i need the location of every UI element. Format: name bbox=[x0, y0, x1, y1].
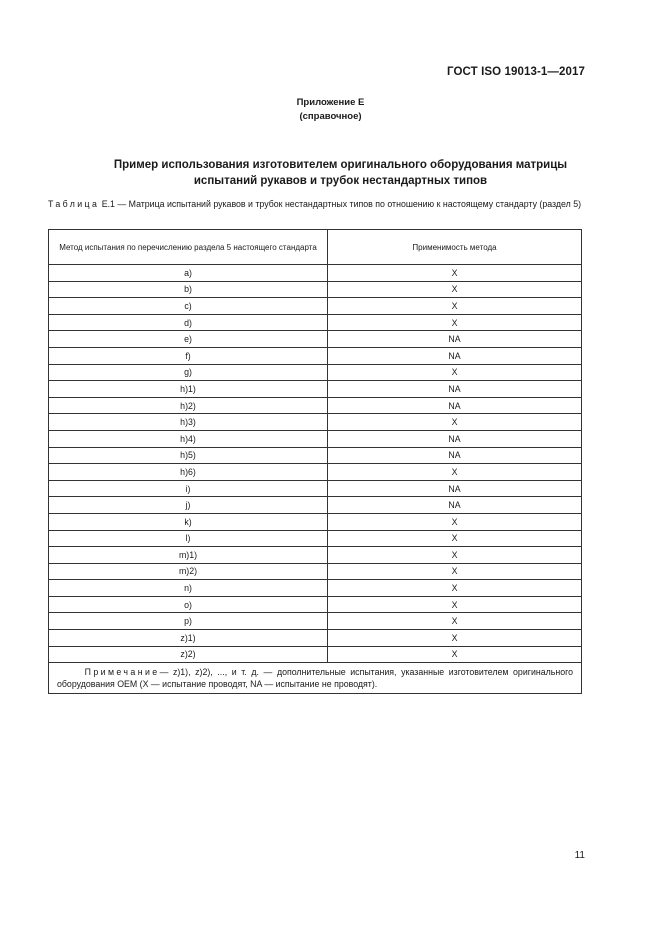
table-note-row bbox=[49, 663, 582, 694]
method-cell: p) bbox=[49, 613, 328, 630]
table-caption-text: Е.1 — Матрица испытаний рукавов и трубок нестандартных типов по отношению к настоящему стандарту (раздел 5) bbox=[101, 199, 582, 209]
table-body bbox=[49, 265, 582, 663]
method-cell: b) bbox=[49, 281, 328, 298]
table-row bbox=[49, 430, 582, 447]
table-row bbox=[49, 580, 582, 597]
table-row bbox=[49, 397, 582, 414]
applicability-cell: X bbox=[328, 281, 582, 298]
table-row bbox=[49, 464, 582, 481]
applicability-cell: X bbox=[328, 547, 582, 564]
table-row bbox=[49, 414, 582, 431]
table-row bbox=[49, 281, 582, 298]
table-row bbox=[49, 513, 582, 530]
title-line-1: Пример использования изготовителем оригинального оборудования матрицы bbox=[113, 159, 568, 171]
applicability-cell: X bbox=[328, 580, 582, 597]
applicability-cell: NA bbox=[328, 497, 582, 514]
table-row bbox=[49, 630, 582, 647]
table-row bbox=[49, 381, 582, 398]
table-header-row bbox=[49, 230, 582, 265]
method-cell: i) bbox=[49, 480, 328, 497]
applicability-cell: X bbox=[328, 513, 582, 530]
annex-type: (справочное) bbox=[299, 111, 362, 122]
annex-heading bbox=[0, 96, 661, 124]
applicability-cell: X bbox=[328, 298, 582, 315]
method-cell: n) bbox=[49, 580, 328, 597]
method-cell: j) bbox=[49, 497, 328, 514]
page-number: 11 bbox=[574, 850, 585, 861]
table-row bbox=[49, 547, 582, 564]
page-title bbox=[60, 157, 621, 189]
applicability-cell: X bbox=[328, 530, 582, 547]
method-cell: m)2) bbox=[49, 563, 328, 580]
method-cell: h)4) bbox=[49, 430, 328, 447]
table-row bbox=[49, 596, 582, 613]
method-cell: h)6) bbox=[49, 464, 328, 481]
applicability-cell: NA bbox=[328, 480, 582, 497]
table-row bbox=[49, 563, 582, 580]
table-row bbox=[49, 331, 582, 348]
table-row bbox=[49, 298, 582, 315]
applicability-cell: X bbox=[328, 265, 582, 282]
annex-label: Приложение Е bbox=[296, 97, 365, 108]
table-note bbox=[49, 663, 582, 694]
method-cell: o) bbox=[49, 596, 328, 613]
method-cell: f) bbox=[49, 347, 328, 364]
applicability-cell: NA bbox=[328, 430, 582, 447]
title-line-2: испытаний рукавов и трубок нестандартных типов bbox=[193, 175, 488, 187]
method-cell: d) bbox=[49, 314, 328, 331]
method-cell: m)1) bbox=[49, 547, 328, 564]
note-text: — z)1), z)2), ..., и т. д. — дополнительные испытания, указанные изготовителем оригинального оборудования OEM (X — испытание проводят, NA — испытание не проводят). bbox=[57, 667, 573, 690]
table-row bbox=[49, 646, 582, 663]
method-cell: z)1) bbox=[49, 630, 328, 647]
applicability-cell: NA bbox=[328, 447, 582, 464]
method-cell: h)1) bbox=[49, 381, 328, 398]
method-cell: k) bbox=[49, 513, 328, 530]
table-row bbox=[49, 265, 582, 282]
document-standard-number: ГОСТ ISO 19013-1—2017 bbox=[447, 66, 585, 78]
applicability-cell: NA bbox=[328, 347, 582, 364]
table-row bbox=[49, 497, 582, 514]
table-row bbox=[49, 480, 582, 497]
applicability-cell: X bbox=[328, 596, 582, 613]
table-row bbox=[49, 314, 582, 331]
method-cell: h)5) bbox=[49, 447, 328, 464]
applicability-cell: X bbox=[328, 613, 582, 630]
applicability-cell: NA bbox=[328, 397, 582, 414]
applicability-cell: X bbox=[328, 364, 582, 381]
method-cell: a) bbox=[49, 265, 328, 282]
method-cell: l) bbox=[49, 530, 328, 547]
applicability-cell: NA bbox=[328, 381, 582, 398]
method-cell: h)3) bbox=[49, 414, 328, 431]
applicability-cell: X bbox=[328, 563, 582, 580]
applicability-cell: X bbox=[328, 414, 582, 431]
applicability-cell: X bbox=[328, 646, 582, 663]
column-header-applicability: Применимость метода bbox=[328, 230, 582, 265]
method-cell: c) bbox=[49, 298, 328, 315]
applicability-cell: X bbox=[328, 314, 582, 331]
applicability-cell: X bbox=[328, 630, 582, 647]
method-cell: h)2) bbox=[49, 397, 328, 414]
column-header-method: Метод испытания по перечислению раздела 5 настоящего стандарта bbox=[49, 230, 328, 265]
method-cell: e) bbox=[49, 331, 328, 348]
table-caption bbox=[48, 198, 582, 210]
note-prefix: Примечание bbox=[84, 667, 160, 678]
method-cell: g) bbox=[49, 364, 328, 381]
applicability-cell: X bbox=[328, 464, 582, 481]
method-cell: z)2) bbox=[49, 646, 328, 663]
table-row bbox=[49, 447, 582, 464]
table-caption-prefix: Таблица bbox=[48, 199, 100, 209]
table-row bbox=[49, 364, 582, 381]
applicability-cell: NA bbox=[328, 331, 582, 348]
table-row bbox=[49, 530, 582, 547]
test-matrix-table bbox=[48, 229, 582, 694]
table-row bbox=[49, 613, 582, 630]
table-row bbox=[49, 347, 582, 364]
